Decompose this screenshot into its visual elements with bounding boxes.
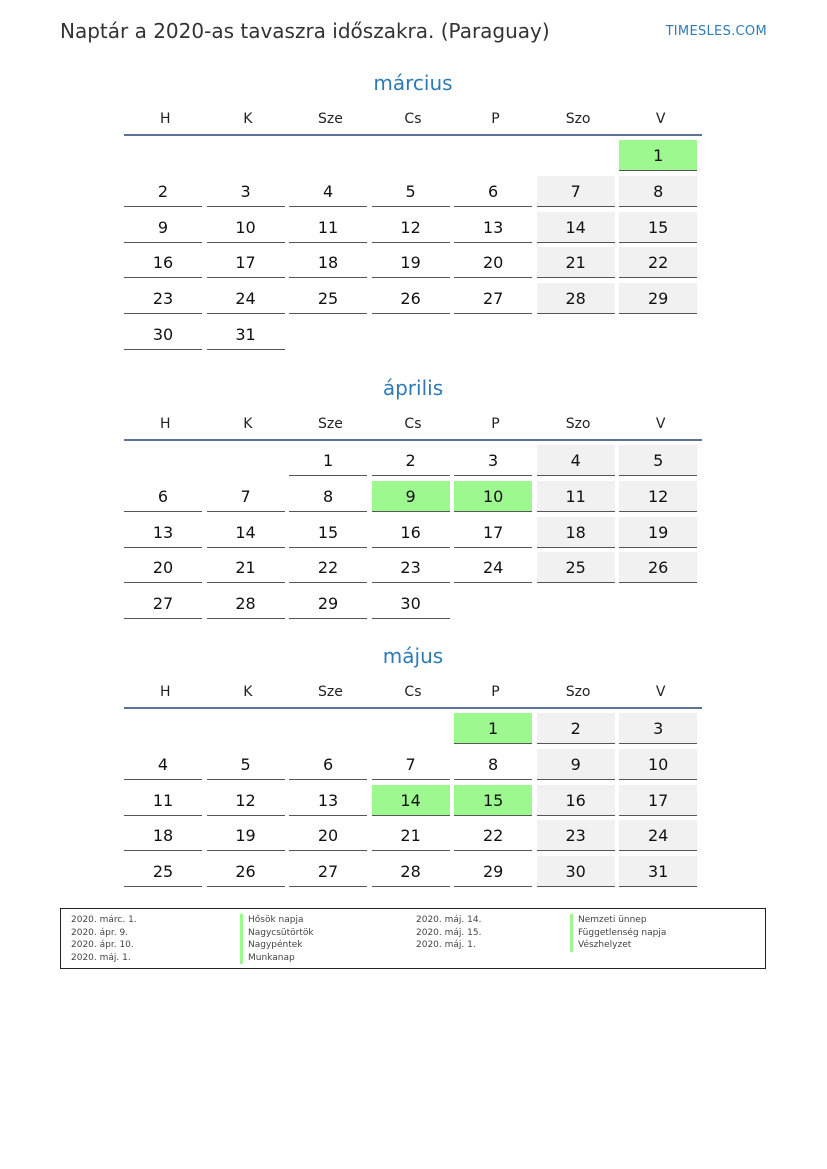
legend-holiday-name: Hősök napja: [240, 914, 314, 927]
weekday-label: P: [491, 684, 500, 700]
empty-cell: [372, 319, 450, 350]
day-cell[interactable]: 25: [537, 552, 615, 583]
day-grid: [124, 140, 702, 355]
holiday-legend: [60, 908, 766, 969]
holiday-day-cell[interactable]: 1: [454, 713, 532, 744]
week-row: [124, 517, 702, 553]
day-cell[interactable]: 17: [619, 785, 697, 816]
month-march: [124, 68, 702, 355]
day-cell[interactable]: 22: [454, 820, 532, 851]
day-cell[interactable]: 28: [372, 856, 450, 887]
day-cell[interactable]: 27: [454, 283, 532, 314]
day-cell[interactable]: 29: [289, 588, 367, 619]
day-cell[interactable]: 26: [207, 856, 285, 887]
week-row: [124, 140, 702, 176]
weekday-label: H: [160, 416, 171, 432]
day-cell[interactable]: 26: [372, 283, 450, 314]
empty-cell: [124, 445, 202, 476]
day-cell[interactable]: 7: [537, 176, 615, 207]
weekday-label: K: [243, 416, 253, 432]
empty-cell: [372, 140, 450, 171]
weekday-label: P: [491, 416, 500, 432]
day-cell[interactable]: 11: [537, 481, 615, 512]
weekday-label: V: [655, 111, 666, 127]
weekday-label: P: [491, 111, 500, 127]
empty-cell: [289, 713, 367, 744]
weekday-label: Cs: [404, 684, 422, 700]
legend-holiday-name: Nagycsütörtök: [240, 927, 314, 940]
day-cell[interactable]: 18: [124, 820, 202, 851]
day-cell[interactable]: 24: [454, 552, 532, 583]
weekday-label: Szo: [565, 684, 591, 700]
day-cell[interactable]: 30: [537, 856, 615, 887]
day-cell[interactable]: 14: [207, 517, 285, 548]
holiday-day-cell[interactable]: 15: [454, 785, 532, 816]
day-cell[interactable]: 12: [207, 785, 285, 816]
day-cell[interactable]: 26: [619, 552, 697, 583]
day-cell[interactable]: 23: [372, 552, 450, 583]
day-cell[interactable]: 4: [289, 176, 367, 207]
day-cell[interactable]: 12: [619, 481, 697, 512]
weekday-label: Cs: [404, 111, 422, 127]
holiday-day-cell[interactable]: 9: [372, 481, 450, 512]
day-cell[interactable]: 28: [207, 588, 285, 619]
day-cell[interactable]: 15: [619, 212, 697, 243]
day-cell[interactable]: 2: [537, 713, 615, 744]
weekday-header: [124, 413, 702, 441]
day-cell[interactable]: 27: [289, 856, 367, 887]
weekday-label: Szo: [565, 111, 591, 127]
day-cell[interactable]: 16: [124, 247, 202, 278]
weekday-label: K: [243, 111, 253, 127]
day-cell[interactable]: 22: [619, 247, 697, 278]
weekday-header: [124, 108, 702, 136]
weekday-label: Sze: [317, 111, 343, 127]
legend-date: 2020. máj. 14.: [416, 915, 482, 925]
week-row: [124, 283, 702, 319]
month-title: május: [382, 644, 444, 668]
holiday-day-cell[interactable]: 1: [619, 140, 697, 171]
month-may: [124, 641, 702, 892]
weekday-label: H: [160, 684, 171, 700]
week-row: [124, 749, 702, 785]
day-cell[interactable]: 7: [207, 481, 285, 512]
day-cell[interactable]: 9: [537, 749, 615, 780]
day-cell[interactable]: 21: [207, 552, 285, 583]
legend-holiday-name: Nagypéntek: [240, 939, 314, 952]
week-row: [124, 481, 702, 517]
empty-cell: [537, 319, 615, 350]
day-cell[interactable]: 19: [207, 820, 285, 851]
empty-cell: [619, 319, 697, 350]
day-cell[interactable]: 29: [454, 856, 532, 887]
day-cell[interactable]: 19: [619, 517, 697, 548]
week-row: [124, 445, 702, 481]
holiday-day-cell[interactable]: 10: [454, 481, 532, 512]
day-cell[interactable]: 1: [289, 445, 367, 476]
month-title: április: [382, 376, 444, 400]
brand-link[interactable]: TIMESLES.COM: [665, 24, 767, 39]
day-cell[interactable]: 8: [454, 749, 532, 780]
weekday-header: [124, 681, 702, 709]
day-cell[interactable]: 3: [619, 713, 697, 744]
week-row: [124, 552, 702, 588]
weekday-label: Szo: [565, 416, 591, 432]
week-row: [124, 319, 702, 355]
page-title: Naptár a 2020-as tavaszra időszakra. (Paraguay): [60, 19, 550, 43]
weekday-label: K: [243, 684, 253, 700]
weekday-label: H: [160, 111, 171, 127]
legend-date: 2020. máj. 1.: [71, 952, 131, 963]
day-cell[interactable]: 13: [454, 212, 532, 243]
day-cell[interactable]: 23: [124, 283, 202, 314]
day-cell[interactable]: 16: [372, 517, 450, 548]
day-cell[interactable]: 18: [537, 517, 615, 548]
legend-date: 2020. máj. 1.: [416, 940, 476, 951]
day-cell[interactable]: 21: [372, 820, 450, 851]
day-cell[interactable]: 9: [124, 212, 202, 243]
day-cell[interactable]: 14: [537, 212, 615, 243]
legend-date: 2020. ápr. 10.: [71, 940, 134, 951]
day-cell[interactable]: 6: [124, 481, 202, 512]
empty-cell: [619, 588, 697, 619]
empty-cell: [454, 140, 532, 171]
month-title: március: [373, 71, 453, 95]
day-cell[interactable]: 27: [124, 588, 202, 619]
week-row: [124, 785, 702, 821]
day-cell[interactable]: 8: [619, 176, 697, 207]
day-cell[interactable]: 4: [124, 749, 202, 780]
day-cell[interactable]: 17: [454, 517, 532, 548]
legend-holiday-name: Nemzeti ünnep: [570, 914, 666, 927]
day-cell[interactable]: 30: [372, 588, 450, 619]
day-cell[interactable]: 20: [124, 552, 202, 583]
day-cell[interactable]: 13: [289, 785, 367, 816]
day-cell[interactable]: 11: [124, 785, 202, 816]
week-row: [124, 212, 702, 248]
day-cell[interactable]: 24: [619, 820, 697, 851]
empty-cell: [207, 713, 285, 744]
empty-cell: [289, 140, 367, 171]
day-cell[interactable]: 16: [537, 785, 615, 816]
day-grid: [124, 445, 702, 624]
legend-date: 2020. márc. 1.: [71, 915, 137, 925]
empty-cell: [372, 713, 450, 744]
day-cell[interactable]: 22: [289, 552, 367, 583]
month-april: [124, 373, 702, 624]
week-row: [124, 856, 702, 892]
day-cell[interactable]: 23: [537, 820, 615, 851]
day-cell[interactable]: 25: [124, 856, 202, 887]
legend-dates-right: [416, 914, 481, 952]
week-row: [124, 713, 702, 749]
day-cell[interactable]: 10: [619, 749, 697, 780]
day-cell[interactable]: 5: [372, 176, 450, 207]
legend-holiday-name: Függetlenség napja: [570, 927, 666, 940]
day-cell[interactable]: 17: [207, 247, 285, 278]
day-cell[interactable]: 3: [454, 445, 532, 476]
day-cell[interactable]: 15: [289, 517, 367, 548]
day-cell[interactable]: 20: [454, 247, 532, 278]
day-cell[interactable]: 18: [289, 247, 367, 278]
day-cell[interactable]: 13: [124, 517, 202, 548]
empty-cell: [537, 140, 615, 171]
day-cell[interactable]: 29: [619, 283, 697, 314]
weekday-label: Cs: [404, 416, 422, 432]
legend-holiday-name: Munkanap: [240, 952, 314, 965]
day-cell[interactable]: 6: [289, 749, 367, 780]
day-cell[interactable]: 20: [289, 820, 367, 851]
day-cell[interactable]: 25: [289, 283, 367, 314]
day-cell[interactable]: 3: [207, 176, 285, 207]
day-cell[interactable]: 21: [537, 247, 615, 278]
day-grid: [124, 713, 702, 892]
legend-dates-left: [71, 914, 137, 964]
legend-names-right: [570, 914, 666, 952]
day-cell[interactable]: 5: [619, 445, 697, 476]
week-row: [124, 176, 702, 212]
empty-cell: [124, 713, 202, 744]
legend-date: 2020. ápr. 9.: [71, 927, 129, 938]
week-row: [124, 247, 702, 283]
holiday-day-cell[interactable]: 14: [372, 785, 450, 816]
legend-names-left: [240, 914, 314, 964]
empty-cell: [454, 588, 532, 619]
legend-date: 2020. máj. 15.: [416, 927, 482, 938]
empty-cell: [289, 319, 367, 350]
day-cell[interactable]: 4: [537, 445, 615, 476]
day-cell[interactable]: 2: [124, 176, 202, 207]
day-cell[interactable]: 10: [207, 212, 285, 243]
day-cell[interactable]: 12: [372, 212, 450, 243]
day-cell[interactable]: 8: [289, 481, 367, 512]
day-cell[interactable]: 28: [537, 283, 615, 314]
day-cell[interactable]: 30: [124, 319, 202, 350]
empty-cell: [454, 319, 532, 350]
day-cell[interactable]: 31: [619, 856, 697, 887]
day-cell[interactable]: 11: [289, 212, 367, 243]
day-cell[interactable]: 19: [372, 247, 450, 278]
weekday-label: Sze: [317, 416, 343, 432]
week-row: [124, 820, 702, 856]
day-cell[interactable]: 7: [372, 749, 450, 780]
weekday-label: V: [655, 684, 666, 700]
empty-cell: [207, 140, 285, 171]
empty-cell: [537, 588, 615, 619]
day-cell[interactable]: 6: [454, 176, 532, 207]
day-cell[interactable]: 2: [372, 445, 450, 476]
legend-holiday-name: Vészhelyzet: [570, 939, 666, 952]
day-cell[interactable]: 24: [207, 283, 285, 314]
empty-cell: [207, 445, 285, 476]
empty-cell: [124, 140, 202, 171]
weekday-label: Sze: [317, 684, 343, 700]
weekday-label: V: [655, 416, 666, 432]
day-cell[interactable]: 31: [207, 319, 285, 350]
week-row: [124, 588, 702, 624]
day-cell[interactable]: 5: [207, 749, 285, 780]
